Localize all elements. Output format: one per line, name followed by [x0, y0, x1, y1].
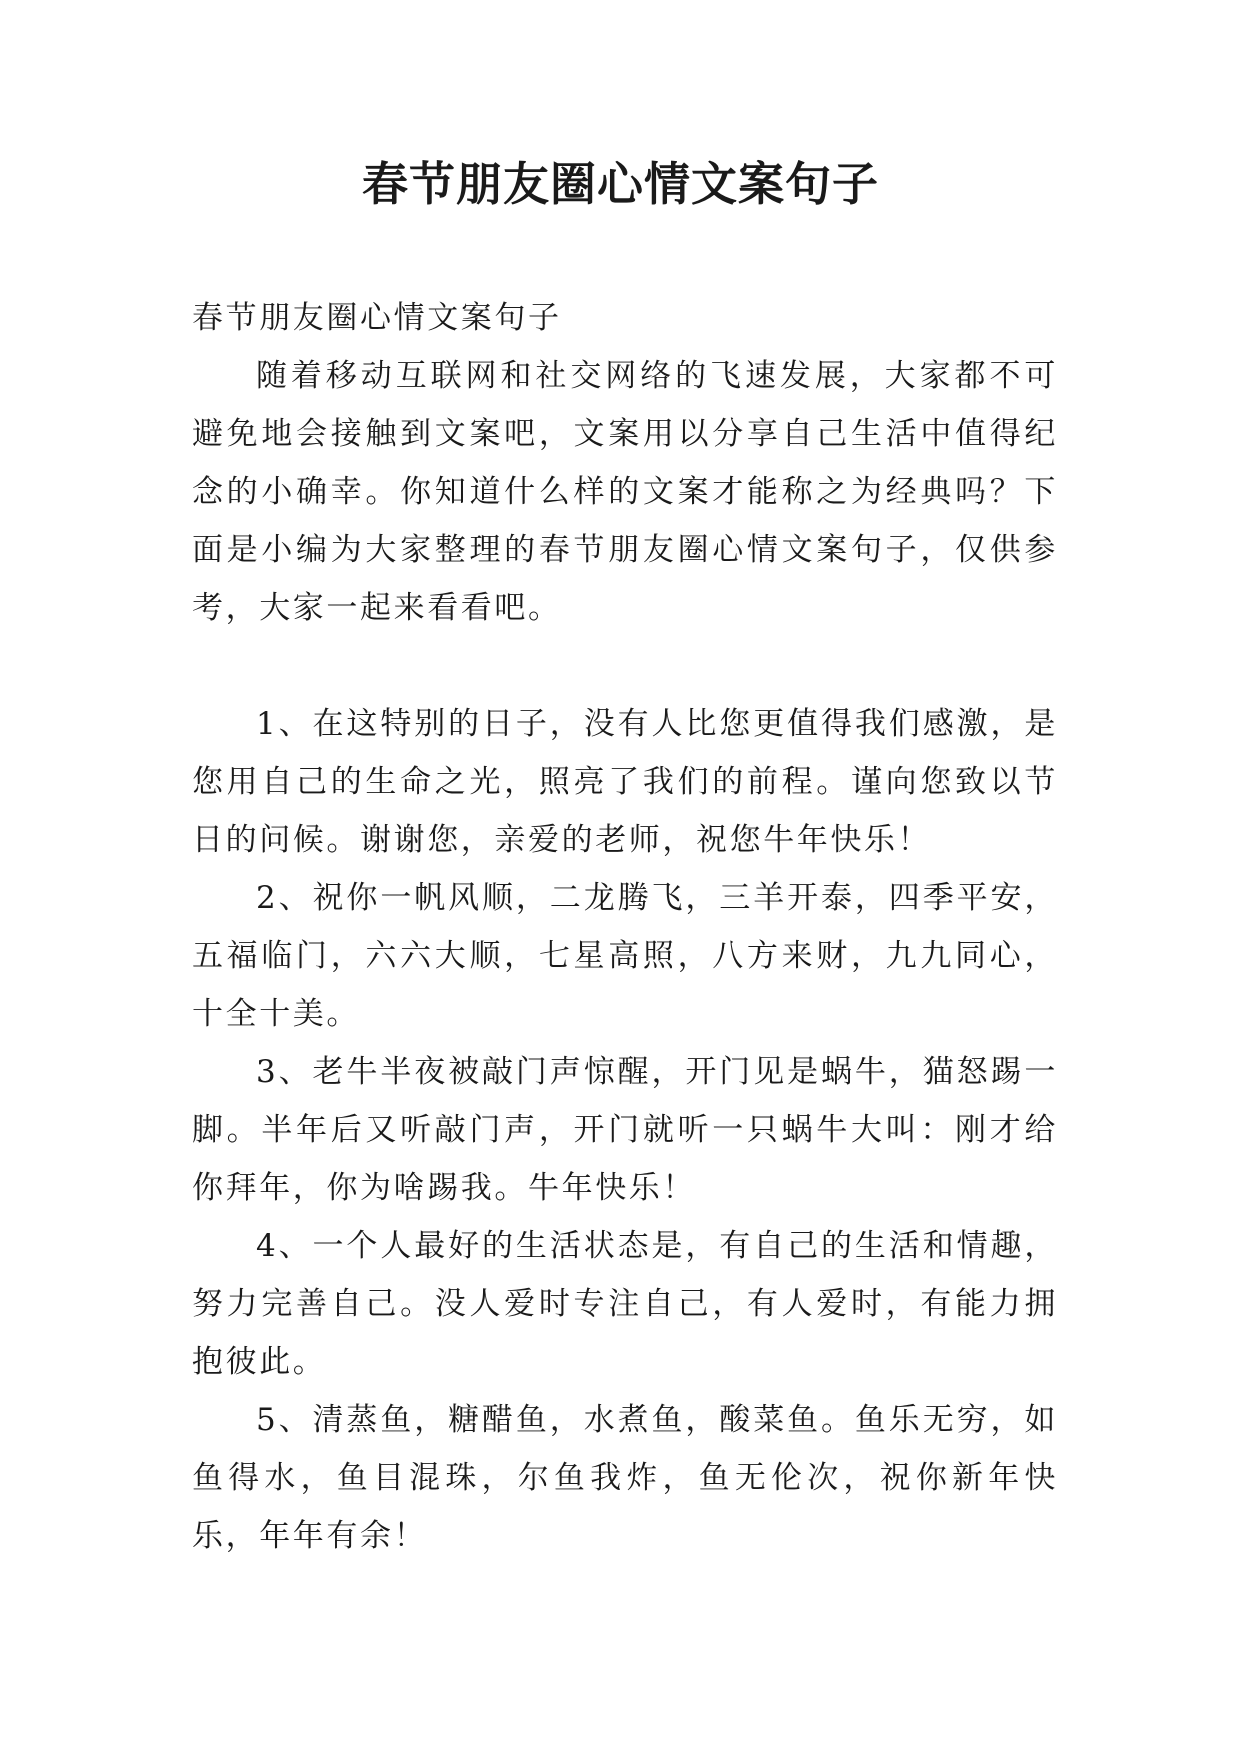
quote-item-3: 3、老牛半夜被敲门声惊醒，开门见是蜗牛，猫怒踢一脚。半年后又听敲门声，开门就听一只蜗牛大叫：刚才给你拜年，你为啥踢我。牛年快乐！ — [192, 1054, 1058, 1206]
quote-item-4: 4、一个人最好的生活状态是，有自己的生活和情趣，努力完善自己。没人爱时专注自己，有人爱时，有能力拥抱彼此。 — [192, 1228, 1058, 1380]
quote-item-2: 2、祝你一帆风顺，二龙腾飞，三羊开泰，四季平安，五福临门，六六大顺，七星高照，八方来财，九九同心，十全十美。 — [192, 880, 1058, 1032]
section-heading: 春节朋友圈心情文案句子 — [192, 300, 562, 336]
document-title: 春节朋友圈心情文案句子 — [362, 157, 879, 211]
document-body — [192, 289, 1058, 1565]
intro-paragraph: 随着移动互联网和社交网络的飞速发展，大家都不可避免地会接触到文案吧，文案用以分享自己生活中值得纪念的小确幸。你知道什么样的文案才能称之为经典吗？下面是小编为大家整理的春节朋友圈心情文案句子，仅供参考，大家一起来看看吧。 — [192, 358, 1058, 626]
quote-item-5: 5、清蒸鱼，糖醋鱼，水煮鱼，酸菜鱼。鱼乐无穷，如鱼得水，鱼目混珠，尔鱼我炸，鱼无伦次，祝你新年快乐，年年有余！ — [192, 1402, 1058, 1554]
quote-item-1: 1、在这特别的日子，没有人比您更值得我们感激，是您用自己的生命之光，照亮了我们的前程。谨向您致以节日的问候。谢谢您，亲爱的老师，祝您牛年快乐！ — [192, 706, 1058, 858]
paragraph-gap — [192, 637, 1058, 695]
